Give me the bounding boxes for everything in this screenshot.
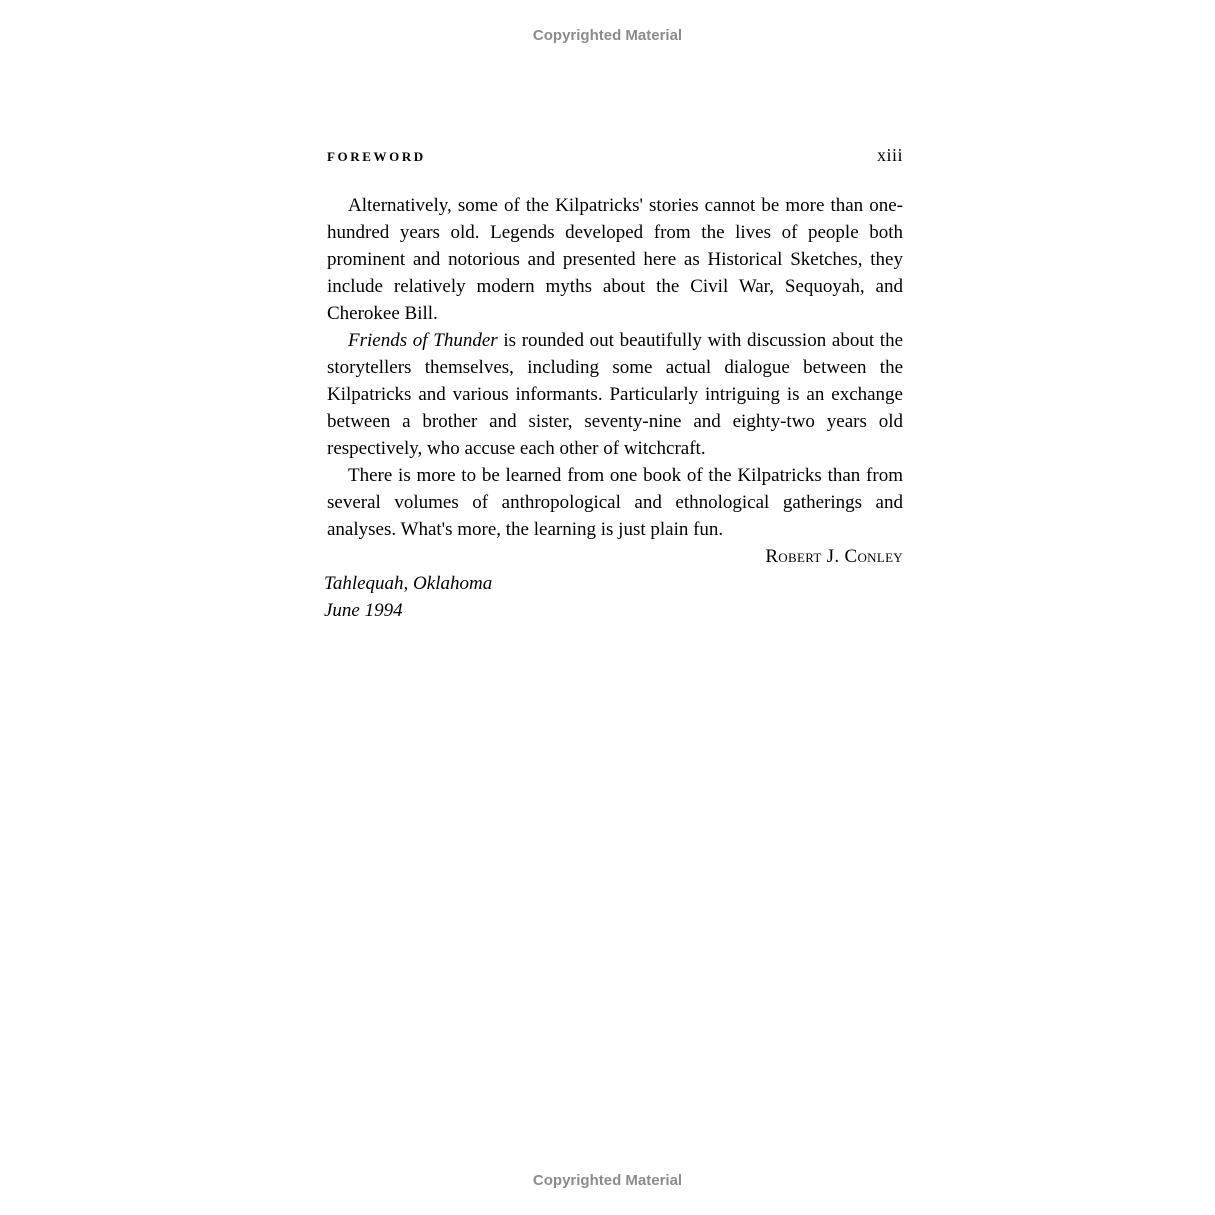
paragraph-1-text: Alternatively, some of the Kilpatricks' stories cannot be more than one-hundred years old. Legends developed from the lives of people both prominent and notorious and presented here as Historical Sketches, they include relatively modern myths about the Civil War, Sequoyah, and Cherokee Bill. bbox=[327, 195, 903, 324]
place-line: Tahlequah, Oklahoma bbox=[324, 573, 493, 594]
section-title: FOREWORD bbox=[327, 149, 426, 164]
paragraph-1 bbox=[327, 192, 903, 327]
date-line: June 1994 bbox=[324, 600, 403, 621]
foreword-body bbox=[324, 192, 904, 624]
author-signature: Robert J. Conley bbox=[765, 546, 903, 567]
running-head bbox=[327, 145, 903, 173]
page-number: xiii bbox=[876, 145, 903, 165]
paragraph-2-text: is rounded out beautifully with discussion about the storytellers themselves, including some actual dialogue between the Kilpatricks and various informants. Particularly intriguing is an exchange between a brother and sister, seventy-nine and eighty-two years old respectively, who accuse each other of witchcraft. bbox=[327, 330, 904, 459]
book-page bbox=[324, 145, 904, 624]
paragraph-2 bbox=[327, 327, 903, 462]
copyright-watermark-bottom: Copyrighted Material bbox=[532, 1172, 683, 1189]
copyright-watermark-top: Copyrighted Material bbox=[532, 27, 683, 44]
paragraph-3 bbox=[327, 462, 903, 543]
book-title-italic: Friends of Thunder bbox=[348, 330, 498, 351]
paragraph-3-text: There is more to be learned from one book of the Kilpatricks than from several volumes of anthropological and ethnological gatherings and analyses. What's more, the learning is just plain fun. bbox=[327, 465, 903, 540]
